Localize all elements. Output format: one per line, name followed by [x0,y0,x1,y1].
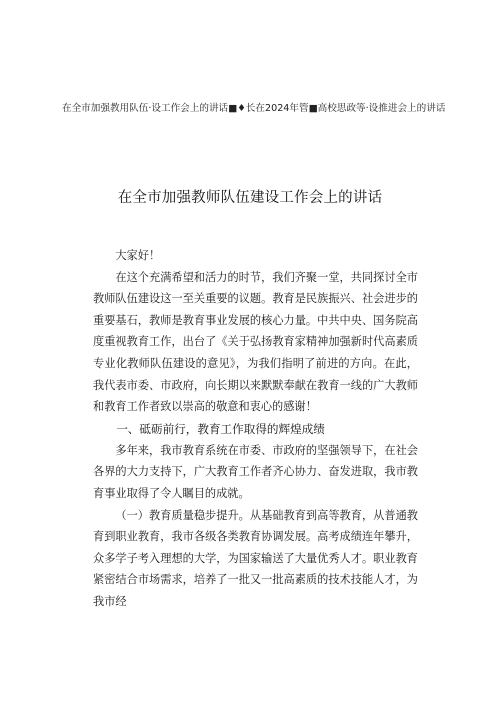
section-paragraph: 多年来，我市教育系统在市委、市政府的坚强领导下，在社会各界的大力支持下，广大教育工作者齐心协力、奋发进取，我市教育事业取得了令人瞩目的成就。 [93,443,418,500]
document-header-line: 在全市加强教用队伍·设工作会上的讲话■♦长在2024年管■高校思政等·设推进会上的讲话 [62,103,446,114]
greeting: 大家好！ [115,249,161,262]
section-paragraph: （一）教育质量稳步提升。从基础教育到高等教育，从普通教育到职业教育，我市各级各类教育协调发展。高考成绩连年攀升，众多学子考入理想的大学，为国家输送了大量优秀人才。职业教育紧密结合市场需求，培养了一批又一批高素质的技术技能人才，为我市经 [93,508,418,608]
document-title: 在全市加强教师队伍建设工作会上的讲话 [117,190,383,206]
intro-paragraph: 在这个充满希望和活力的时节，我们齐聚一堂，共同探讨全市教师队伍建设这一至关重要的议题。教育是民族振兴、社会进步的重要基石，教师是教育事业发展的核心力量。中共中央、国务院高度重视教育工作，出台了《关于弘扬教育家精神加强新时代高素质专业化教师队伍建设的意见》，为我们指明了前进的方向。在此，我代表市委、市政府，向长期以来默默奉献在教育一线的广大教师和教育工作者致以崇高的敬意和衷心的感谢！ [93,270,418,414]
document-body [93,245,418,613]
section-heading: 一、砥砺前行，教育工作取得的辉煌成绩 [116,421,325,436]
